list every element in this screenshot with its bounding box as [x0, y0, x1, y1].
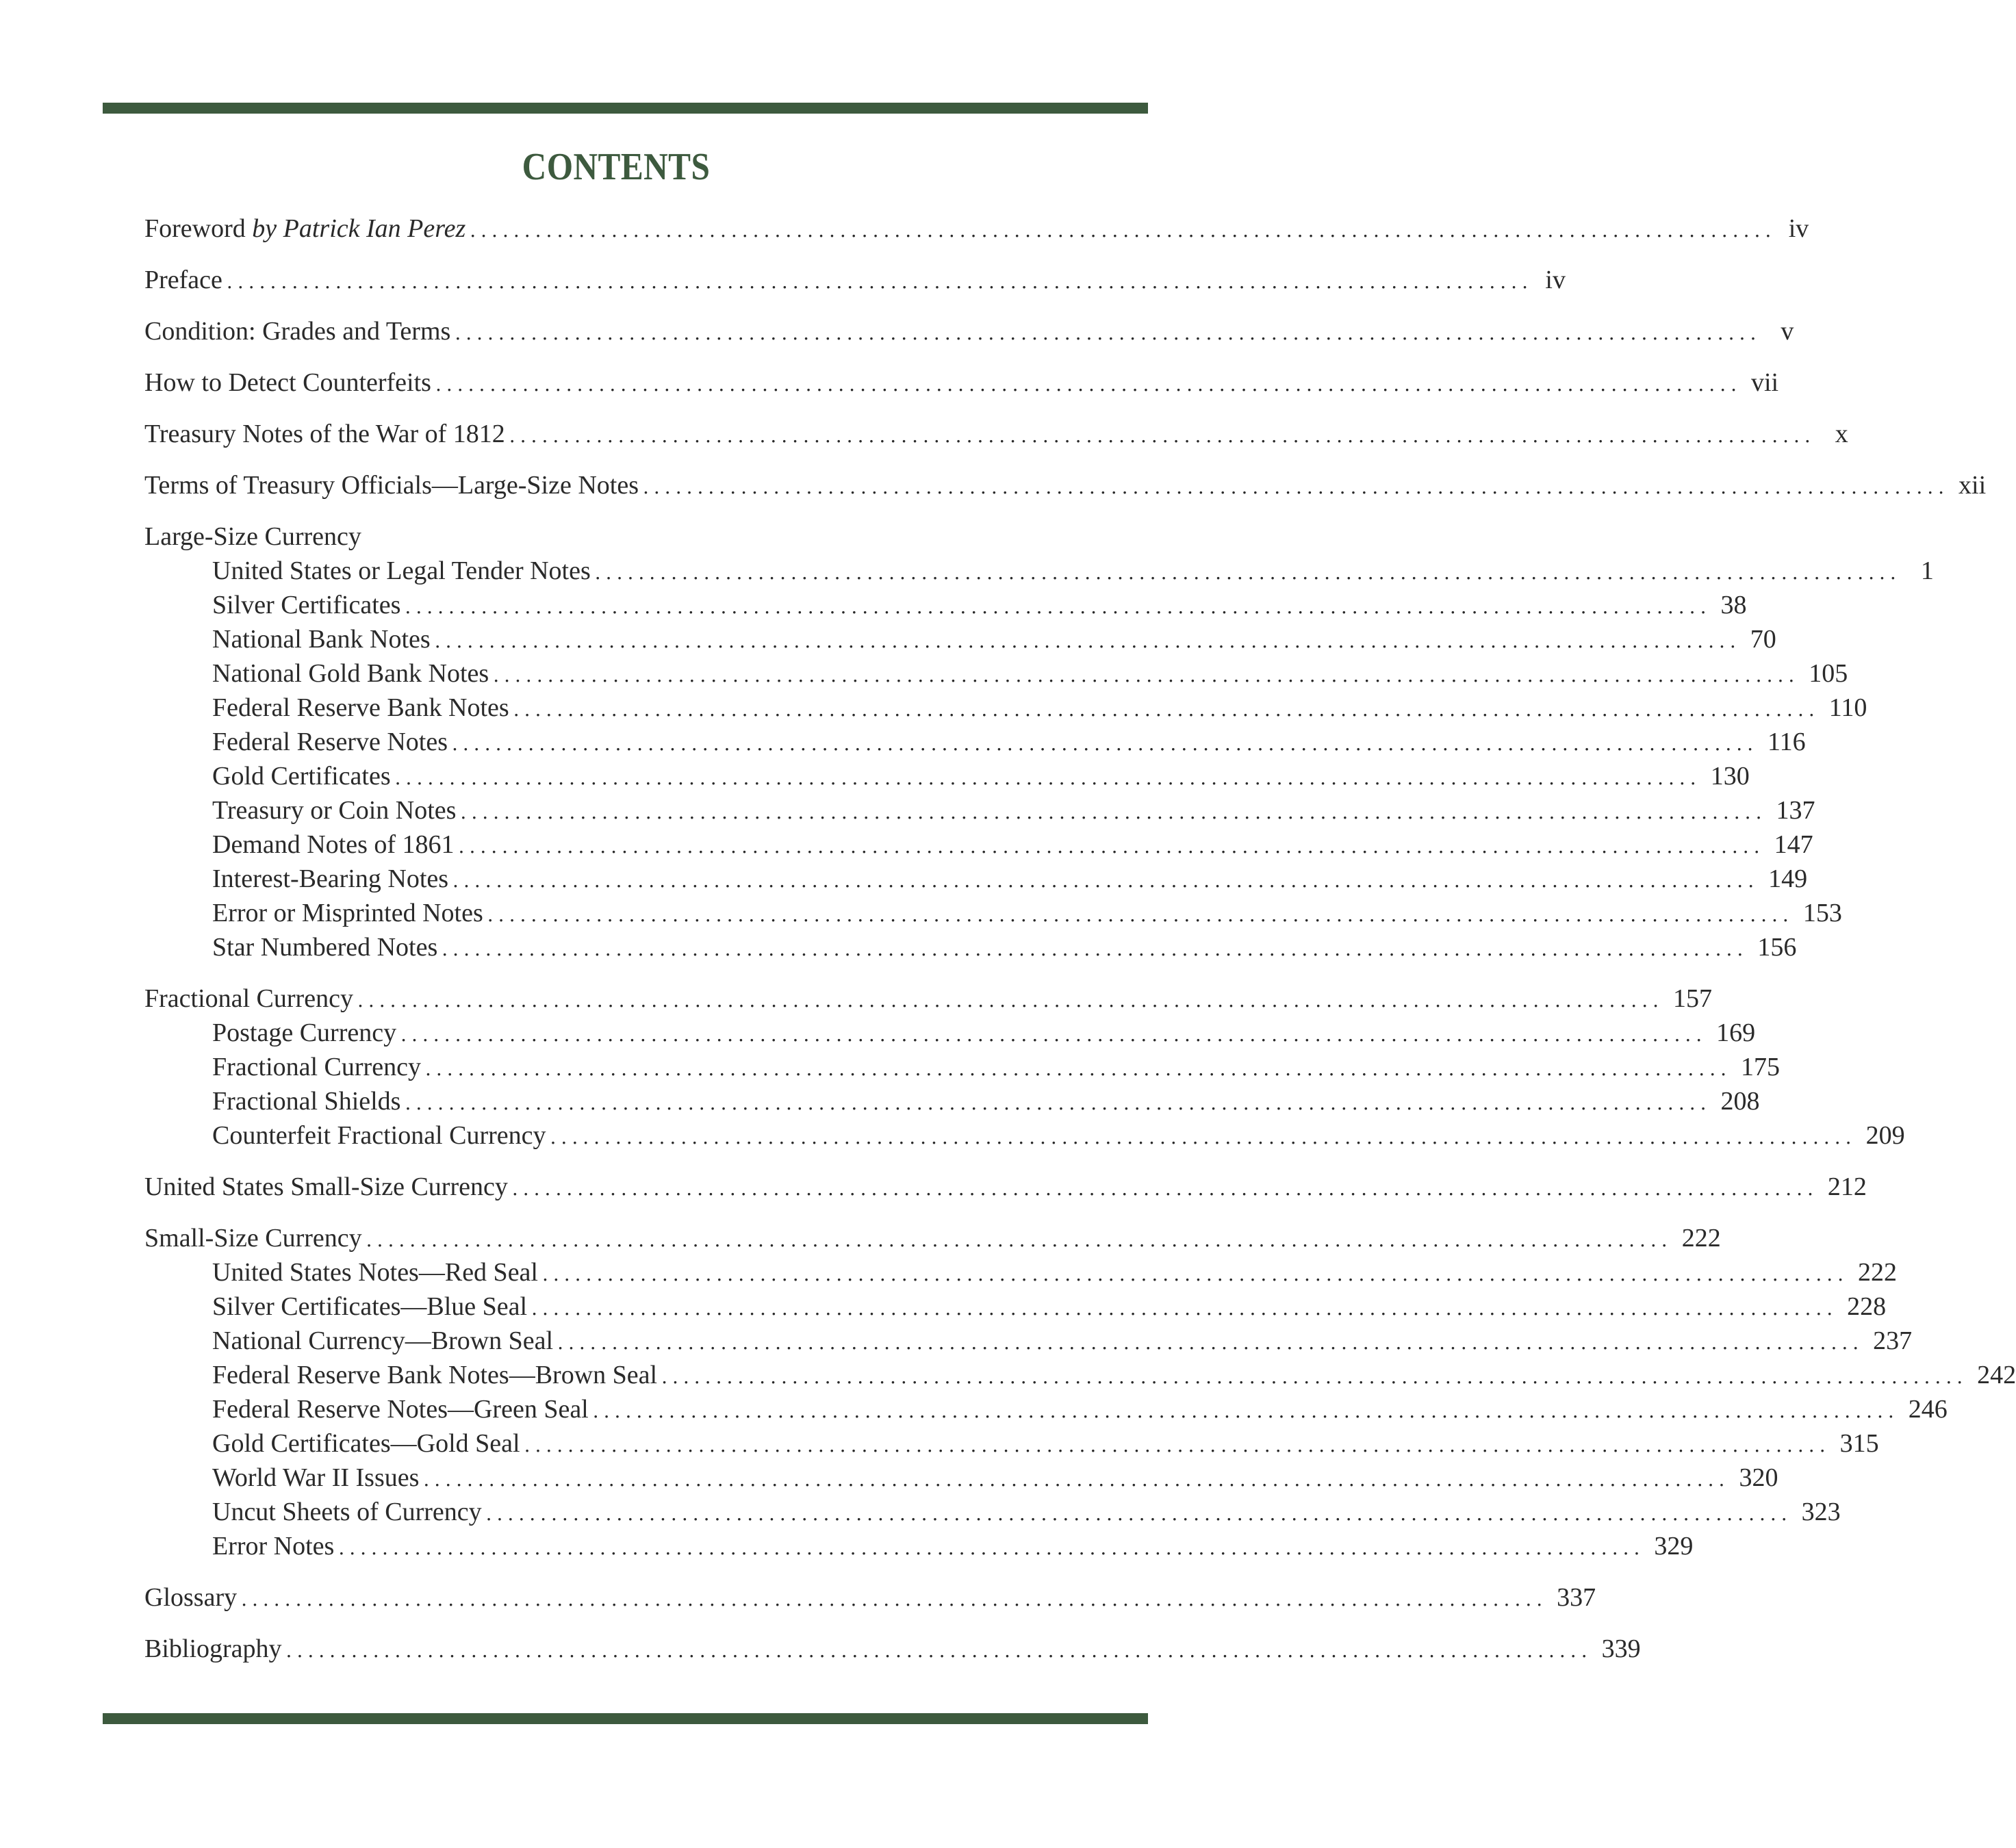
- toc-subentry[interactable]: [144, 1084, 1760, 1118]
- toc-label: Bibliography: [144, 1634, 282, 1663]
- toc-label: National Bank Notes: [212, 625, 431, 654]
- table-of-contents: [144, 211, 2016, 1683]
- dot-leader: ........................................................................................................................: [541, 1263, 1849, 1285]
- toc-label: Silver Certificates: [212, 591, 401, 619]
- dot-leader: ........................................................................................................................: [226, 270, 1533, 293]
- dot-leader: ........................................................................................................................: [592, 1400, 1899, 1422]
- toc-subentry[interactable]: [144, 656, 1848, 691]
- toc-subentry[interactable]: [144, 1050, 1780, 1084]
- dot-leader: ........................................................................................................................: [405, 595, 1711, 618]
- dot-leader: ........................................................................................................................: [594, 561, 1901, 584]
- toc-page-number: 212: [1827, 1172, 1867, 1201]
- toc-page-number: 339: [1601, 1634, 1641, 1663]
- toc-page-number: 137: [1776, 796, 1815, 825]
- toc-page-number: 1: [1920, 556, 1934, 585]
- toc-entry-war-of-1812: [144, 417, 1848, 451]
- dot-leader: ........................................................................................................................: [452, 732, 1759, 755]
- toc-page-number: 315: [1839, 1429, 1879, 1458]
- toc-link-war-of-1812[interactable]: [144, 417, 1848, 451]
- toc-label: National Gold Bank Notes: [212, 659, 489, 688]
- dot-leader: ........................................................................................................................: [557, 1331, 1864, 1354]
- toc-page-number: iv: [1545, 266, 1566, 294]
- dot-leader: ........................................................................................................................: [509, 424, 1815, 447]
- toc-label: Star Numbered Notes: [212, 933, 438, 962]
- toc-subentry[interactable]: [144, 1016, 1756, 1050]
- toc-page-number: 237: [1873, 1326, 1913, 1355]
- toc-section-fractional: [144, 981, 1905, 1153]
- dot-leader: ........................................................................................................................: [338, 1537, 1645, 1559]
- toc-entry-condition: [144, 314, 1794, 348]
- toc-subentry[interactable]: [144, 1461, 1778, 1495]
- toc-page-number: 246: [1908, 1395, 1948, 1424]
- toc-page-number: 320: [1739, 1463, 1778, 1492]
- toc-link-us-small-size[interactable]: [144, 1170, 1867, 1204]
- dot-leader: ........................................................................................................................: [400, 1023, 1707, 1046]
- toc-subentry[interactable]: [144, 1289, 1887, 1324]
- dot-leader: ........................................................................................................................: [661, 1365, 1968, 1388]
- dot-leader: ........................................................................................................................: [455, 322, 1761, 344]
- toc-subentry[interactable]: [144, 725, 1806, 759]
- toc-subentry[interactable]: [144, 1529, 1694, 1563]
- toc-link-counterfeits[interactable]: [144, 365, 1779, 400]
- toc-entry-bibliography: [144, 1632, 1641, 1666]
- dot-leader: ........................................................................................................................: [531, 1297, 1838, 1320]
- toc-page-number: 153: [1802, 899, 1842, 927]
- toc-subentry[interactable]: [144, 1358, 2016, 1392]
- toc-page-number: 38: [1720, 591, 1747, 619]
- toc-label: Fractional Shields: [212, 1087, 401, 1116]
- toc-label: Foreword by Patrick Ian Perez: [144, 214, 466, 243]
- foreword-author: by Patrick Ian Perez: [252, 214, 466, 243]
- dot-leader: ........................................................................................................................: [424, 1057, 1731, 1080]
- toc-subentry[interactable]: [144, 588, 1747, 622]
- page-title: CONTENTS: [522, 146, 711, 188]
- toc-entry-preface: [144, 263, 1566, 297]
- toc-link-foreword[interactable]: [144, 211, 1809, 246]
- dot-leader: ........................................................................................................................: [423, 1468, 1730, 1491]
- toc-link-preface[interactable]: [144, 263, 1566, 297]
- toc-label: Postage Currency: [212, 1018, 397, 1047]
- toc-label: National Currency—Brown Seal: [212, 1326, 554, 1355]
- toc-page-number: 175: [1741, 1053, 1780, 1081]
- dot-leader: ........................................................................................................................: [485, 1502, 1792, 1525]
- dot-leader: ........................................................................................................................: [442, 938, 1748, 960]
- dot-leader: ........................................................................................................................: [434, 630, 1741, 652]
- toc-page-number: iv: [1788, 214, 1809, 243]
- toc-page-number: 130: [1710, 762, 1750, 791]
- toc-page-number: 110: [1828, 693, 1867, 722]
- toc-label: World War II Issues: [212, 1463, 420, 1492]
- dot-leader: ........................................................................................................................: [435, 373, 1741, 396]
- toc-label: Demand Notes of 1861: [212, 830, 455, 859]
- toc-entry-counterfeits: [144, 365, 1779, 400]
- toc-label: Small-Size Currency: [144, 1224, 362, 1253]
- toc-subentry[interactable]: [144, 554, 1934, 588]
- toc-label: Treasury Notes of the War of 1812: [144, 420, 505, 448]
- toc-label: Condition: Grades and Terms: [144, 317, 451, 346]
- toc-entry-foreword: [144, 211, 1809, 246]
- toc-label: Federal Reserve Bank Notes—Brown Seal: [212, 1361, 658, 1389]
- toc-link-condition[interactable]: [144, 314, 1794, 348]
- dot-leader: ........................................................................................................................: [511, 1177, 1818, 1200]
- toc-page-number: 242: [1977, 1361, 2016, 1389]
- toc-section-large-size: [144, 519, 1934, 964]
- toc-page-number: 147: [1774, 830, 1813, 859]
- toc-label: United States Notes—Red Seal: [212, 1258, 538, 1287]
- toc-label: Federal Reserve Bank Notes: [212, 693, 509, 722]
- dot-leader: ........................................................................................................................: [357, 989, 1663, 1012]
- bottom-rule: [103, 1713, 1148, 1724]
- toc-subentry[interactable]: [144, 759, 1750, 793]
- dot-leader: ........................................................................................................................: [487, 903, 1794, 926]
- toc-page-number: 337: [1557, 1583, 1596, 1612]
- toc-entry-treasury-officials: [144, 468, 1987, 502]
- dot-leader: ........................................................................................................................: [643, 476, 1950, 498]
- toc-subentry[interactable]: [144, 896, 1842, 930]
- toc-subentry[interactable]: [144, 1392, 1948, 1426]
- toc-label: Counterfeit Fractional Currency: [212, 1121, 546, 1150]
- toc-page-number: 156: [1757, 933, 1797, 962]
- toc-label: Interest-Bearing Notes: [212, 864, 449, 893]
- toc-page-number: 222: [1858, 1258, 1898, 1287]
- dot-leader: ........................................................................................................................: [241, 1588, 1548, 1610]
- toc-link-bibliography[interactable]: [144, 1632, 1641, 1666]
- toc-link-fractional[interactable]: [144, 981, 1712, 1016]
- dot-leader: ........................................................................................................................: [366, 1229, 1672, 1251]
- toc-page-number: 169: [1716, 1018, 1756, 1047]
- toc-label: Silver Certificates—Blue Seal: [212, 1292, 528, 1321]
- toc-page-number: 70: [1750, 625, 1776, 654]
- toc-subentry[interactable]: [144, 691, 1867, 725]
- toc-link-treasury-officials[interactable]: [144, 468, 1987, 502]
- toc-page-number: 209: [1865, 1121, 1905, 1150]
- toc-subentry[interactable]: [144, 1255, 1898, 1289]
- toc-page-number: 208: [1720, 1087, 1760, 1116]
- toc-label: Federal Reserve Notes: [212, 728, 448, 756]
- toc-section-small-size: [144, 1221, 2016, 1563]
- toc-subentry[interactable]: [144, 1118, 1905, 1153]
- dot-leader: ........................................................................................................................: [513, 698, 1820, 721]
- toc-page-number: 323: [1801, 1498, 1841, 1526]
- dot-leader: ........................................................................................................................: [452, 869, 1759, 892]
- toc-label: Gold Certificates: [212, 762, 391, 791]
- toc-subentry[interactable]: [144, 862, 1808, 896]
- toc-page-number: 228: [1847, 1292, 1887, 1321]
- toc-label: Error or Misprinted Notes: [212, 899, 483, 927]
- toc-page-number: x: [1835, 420, 1848, 448]
- toc-subentry[interactable]: [144, 622, 1776, 656]
- toc-label: Terms of Treasury Officials—Large-Size Notes: [144, 471, 639, 500]
- dot-leader: ........................................................................................................................: [493, 664, 1800, 686]
- dot-leader: ........................................................................................................................: [550, 1126, 1856, 1148]
- toc-section-heading: Large-Size Currency: [144, 522, 361, 551]
- toc-label: How to Detect Counterfeits: [144, 368, 431, 397]
- dot-leader: ........................................................................................................................: [524, 1434, 1830, 1456]
- toc-label: Preface: [144, 266, 222, 294]
- toc-entry-glossary: [144, 1580, 1596, 1615]
- toc-label: Error Notes: [212, 1532, 335, 1561]
- toc-label: United States Small-Size Currency: [144, 1172, 508, 1201]
- toc-page-number: 105: [1809, 659, 1848, 688]
- toc-page-number: 149: [1768, 864, 1808, 893]
- toc-page-number: 116: [1768, 728, 1806, 756]
- dot-leader: ........................................................................................................................: [405, 1092, 1711, 1114]
- toc-page-number: 157: [1673, 984, 1712, 1013]
- toc-link-glossary[interactable]: [144, 1580, 1596, 1615]
- dot-leader: ........................................................................................................................: [285, 1639, 1592, 1662]
- dot-leader: ........................................................................................................................: [394, 767, 1701, 789]
- toc-page-number: v: [1781, 317, 1794, 346]
- top-rule: [103, 103, 1148, 114]
- toc-page-number: 222: [1681, 1224, 1721, 1253]
- toc-page-number: vii: [1751, 368, 1779, 397]
- toc-subentry[interactable]: [144, 930, 1797, 964]
- dot-leader: ........................................................................................................................: [458, 835, 1765, 858]
- toc-label: Treasury or Coin Notes: [212, 796, 457, 825]
- toc-label: Glossary: [144, 1583, 238, 1612]
- toc-subentry[interactable]: [144, 1426, 1879, 1461]
- toc-page-number: 329: [1654, 1532, 1694, 1561]
- toc-subentry[interactable]: [144, 827, 1813, 862]
- toc-entry-us-small-size: [144, 1170, 1867, 1204]
- dot-leader: ........................................................................................................................: [460, 801, 1767, 823]
- toc-link-small-size[interactable]: [144, 1221, 1721, 1255]
- toc-subentry[interactable]: [144, 1324, 1913, 1358]
- toc-label: Gold Certificates—Gold Seal: [212, 1429, 520, 1458]
- toc-page-number: xii: [1958, 471, 1987, 500]
- toc-label: Fractional Currency: [144, 984, 353, 1013]
- toc-subentry[interactable]: [144, 1495, 1841, 1529]
- toc-label: Federal Reserve Notes—Green Seal: [212, 1395, 589, 1424]
- toc-label: United States or Legal Tender Notes: [212, 556, 591, 585]
- toc-subentry[interactable]: [144, 793, 1815, 827]
- toc-label: Uncut Sheets of Currency: [212, 1498, 482, 1526]
- toc-label: Fractional Currency: [212, 1053, 421, 1081]
- dot-leader: ........................................................................................................................: [470, 219, 1776, 242]
